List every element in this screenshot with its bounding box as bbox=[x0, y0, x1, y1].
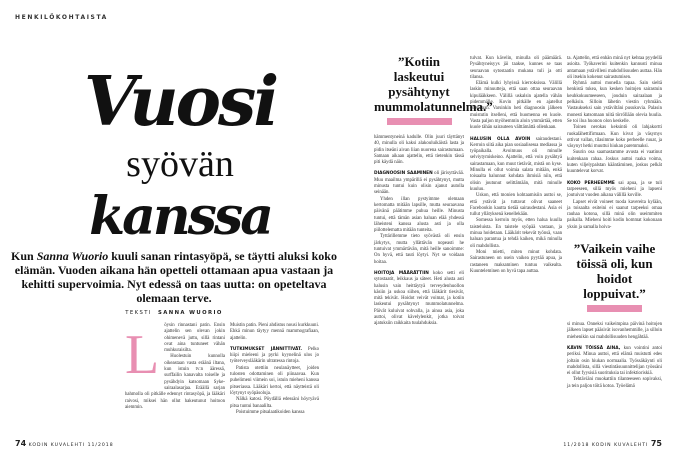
paragraph-text: Muistin patin. Pieni ahdistus nousi kurkkuuni. Ehkä minun täytyy mennä mammografiaan, ajattelin. bbox=[230, 323, 319, 341]
right-page-column-3-continued bbox=[567, 322, 662, 390]
paragraph-text: tulvat. Kun kävelin, minulla oli päämäärä. Pysähtyneisyys jäi taakse, kunnes se taas seuraavan sytostaatin mukana tuli ja otti tilansa. bbox=[470, 56, 562, 80]
footer-publication: KODIN KUVALEHTI bbox=[591, 443, 649, 448]
paragraph-text: Uskon, että monien kohtaamisiin auttoi se, että ystävät ja tuttavat olivat saaneet Facebookin kautta tietää sairaudestani. Asia ei tullut yllätyksenä kenellekään. bbox=[470, 193, 562, 218]
paragraph-text: Nälkä katosi. Pöydällä edessäni höyryävä pitsa tuntui banaalilta. bbox=[230, 397, 319, 409]
footer-publication: KODIN KUVALEHTI bbox=[28, 443, 86, 448]
body-paragraph bbox=[374, 234, 464, 265]
page-number: 75 bbox=[650, 439, 662, 448]
paragraph-lead-in: KOKO PERHEEMME bbox=[567, 180, 615, 186]
section-label: HENKILÖKOHTAISTA bbox=[15, 14, 108, 21]
paragraph-text: Huolestuin kunnolla oikeastaan vasta eräänä iltana, kun istuin tv:n ääressä, surffailin kanavalta toiselle ja pysähdyin katsomaan Syke-sairaalasarjaa. Eräällä sarjan hahmolla oli pitkälle edennyt rintasyöpä, ja lääkäri raivosi, miksei hän ollut hakeutunut hoitoon aiemmin. bbox=[125, 354, 225, 410]
body-paragraph bbox=[470, 56, 562, 81]
body-paragraph bbox=[470, 218, 562, 249]
right-page-column-3 bbox=[567, 56, 662, 231]
body-paragraph bbox=[470, 250, 562, 275]
headline-line-3: kanssa bbox=[89, 186, 271, 247]
headline bbox=[0, 62, 360, 247]
paragraph-text: Ryhmä auttoi monella tapaa. Sain sieltä henkistä tukea, kun kesken hoitojen sairastuin keuhkokuumeeseen, jouduin sairaalaan ja pelkäsin. Silloin lähetin viestin ryhmään. Vastaukseksi sain ystäviltäni pusukuvia. Palasin monesti katsomaan niitä törröllään olevia huulia. Se toi iloa huonon olon keskelle. bbox=[567, 81, 662, 124]
pull-quote-1: ”Kotiin laskeutui pysähtynyt mummolatunnelma.” bbox=[374, 54, 493, 114]
body-paragraph bbox=[230, 366, 319, 397]
body-paragraph bbox=[567, 56, 662, 81]
body-paragraph bbox=[230, 410, 319, 416]
body-paragraph bbox=[567, 150, 662, 175]
body-paragraph bbox=[567, 346, 662, 377]
left-page-columns bbox=[125, 323, 348, 416]
right-page-column-3-flow bbox=[567, 56, 662, 390]
paragraph-text: sairaudestani. Kerroin siitä aika pian sosiaalisessa mediassa ja työpaikalla. Avoimuus oli minulle selviytymiskeino. Ajattelin, että voin pysähtyä sairastamaan, kun muut tietävät, mistä on kyse. Minulla ei ollut voimia salata mitään, enkä toisaalta halunnut kohdata ihmisiä niin, että olisin joutunut selittämään, mitä minulle kuuluu. bbox=[470, 136, 562, 192]
paragraph-text: Moni mietti, miten minut kohdata. Sairastuneen on usein vaikea pyytää apua, ja rastaneen maksaminen tuntuu vaikealta. Kuunteleminen on hyvä tapa auttaa. bbox=[470, 249, 562, 274]
headline-line-2: syövän bbox=[126, 143, 234, 185]
pull-quote-2-accent-bar bbox=[587, 305, 642, 312]
footer-right bbox=[563, 439, 662, 451]
paragraph-text: Suurin osa saamastamme avusta ei vaatinut kuitenkaan rahaa. Joskus auttoi raaka voima, kuten viljelypalstan kääntäminen, joskus pelkät kuuntelevat korvat. bbox=[567, 150, 662, 175]
body-paragraph bbox=[374, 135, 464, 166]
paragraph-text: hämmentyneinä kadulle. Olin juuri täyttänyt 40, minulla oli kaksi alakouluikäistä lasta ja pidin itseäni aivan liian nuorena sairastumaan. Samaan aikaan ajattelin, että tietenkin tässä piti käydä näin. bbox=[374, 135, 464, 166]
left-page-content bbox=[0, 249, 348, 416]
drop-cap: L bbox=[125, 324, 160, 386]
body-paragraph bbox=[374, 271, 464, 328]
paragraph-text: öysin rinnastani patin. Ensin ajattelin sen olevan jokin ohimenevä juttu, sillä rintani ovat aina tuntuneet vähän muhkuraisilta. bbox=[164, 323, 225, 354]
body-paragraph bbox=[567, 322, 662, 341]
paragraph-lead-in: HOITOJA MÄÄRÄTTIIN bbox=[374, 270, 429, 276]
body-paragraph bbox=[230, 323, 319, 342]
pull-quote-1-accent-bar bbox=[387, 118, 452, 125]
paragraph-lead-in: HALUSIN OLLA AVOIN bbox=[470, 136, 531, 142]
right-page-column-1-flow bbox=[374, 54, 493, 328]
left-page-column-2 bbox=[230, 323, 319, 416]
right-page-column-1 bbox=[374, 135, 464, 328]
body-paragraph bbox=[230, 347, 319, 366]
page-number: 74 bbox=[15, 439, 27, 448]
lead-text: Kun bbox=[11, 249, 37, 263]
paragraph-text: Yhden illan pystyimme olemaan kertomatta mitään lapsille, mutta seuraavana päivänä päätimme puhua heille. Minusta tuntui, että tämän asian haluan elää yhdessä läheisteni kanssa alusta asti ja olla piilottelematta mitään tunteita. bbox=[374, 196, 464, 234]
footer-issue: 11/2018 bbox=[563, 443, 590, 448]
lead-person-name: Sanna Wuorio bbox=[36, 249, 109, 263]
paragraph-lead-in: DIAGNOOSIN SAAMINEN bbox=[374, 171, 433, 177]
paragraph-text: Somessa kerroin myös, etten halua kuulla taisteluista. En taistele syöpää vastaan, ja minua hoidetaan. Lääkärit tekevät työnsä, vaan haluan parantua ja tehdä kaiken, mikä minulla oli mahdollista. bbox=[470, 218, 562, 249]
body-paragraph bbox=[374, 171, 464, 196]
paragraph-text: Toinen nerokas keksintö oli lahjakortti ruokalähettifirmaan. Kun kivut ja väsymys ottivat vallan, tilasimme koko perheelle ruuat, ja väsynyt hetki muuttui hiukan paremmaksi. bbox=[567, 125, 662, 150]
paragraph-lead-in: KÄVIN TÖISSÄ AINA, bbox=[567, 345, 621, 351]
lead-text: kuuli sanan rintasyöpä, se täytti aluksi koko elämän. Vuoden aikana hän opetteli ottamaan apua vastaan ja kehitti supervoimia. Nyt edessä on taas uutta: on opeteltava olemaan terve. bbox=[14, 249, 337, 305]
paragraph-text: Poistuimme pitsalaatikoiden kanssa bbox=[236, 409, 305, 415]
byline-author: SANNA WUORIO bbox=[158, 310, 223, 316]
body-paragraph bbox=[230, 397, 319, 410]
body-paragraph bbox=[470, 193, 562, 218]
paragraph-text: Elämä kulki lyhyissä kierroksissa. Välillä laskin minuutteja, että saan ottaa seuraavan kipulääkkeen. Välillä uskalsin ajatella vähän pidemmälle. Kovin pitkälle en ajatellut ollenkaan. Varsinkin heti diagnoosin jälkeen muistutin itselleni, että huomenna en kuole. Vasta paljon myöhemmin aloin ymmärtää, etten kuole tähän sairauteen välttämättä ollenkaan. bbox=[470, 81, 562, 131]
body-paragraph bbox=[470, 81, 562, 131]
byline bbox=[0, 310, 348, 317]
pull-quote-2: ”Vaikein vaihe töissä oli, kun hoidot loppuivat.” bbox=[573, 241, 656, 302]
body-paragraph bbox=[567, 377, 662, 390]
body-paragraph bbox=[567, 200, 662, 231]
paragraph-text: Tehtäviäni muokattiin tilanteeseen sopivaksi, ja tein paljon töitä kotoa. Työelämä bbox=[567, 377, 662, 389]
paragraph-text: Pelko hiipi mieleeni ja pyrki kyynelinä ulos jo työterveyslääkärin ultratessa rintoja. bbox=[230, 346, 319, 365]
paragraph-lead-in: TUTKIMUKSET JÄNNITTIVÄT. bbox=[230, 346, 302, 352]
byline-label: TEKSTI bbox=[125, 310, 152, 316]
body-paragraph bbox=[374, 197, 464, 235]
body-paragraph bbox=[567, 125, 662, 150]
footer-left bbox=[15, 439, 114, 451]
paragraph-text: ta. Ajattelin, että enhän minä nyt kehtaa pyydellä asioita. Työkaverini kuitenkin kannusti minua antamaan ystävilleni mahdollisuuden auttaa. Hän oli itsekin kokenut sairastumisen. bbox=[567, 56, 662, 80]
headline-line-1: Vuosi bbox=[83, 62, 277, 142]
paragraph-text: Lapset eivät voineet tuoda kavereita kylään, ja toisaalta esiteini ei saanut tarpeeksi omaa rauhaa kotona, sillä minä olin useimmiten paikalla. Mieheni hoiti kodin hommat kokonaan yksin ja samalla hoiva- bbox=[567, 199, 662, 230]
paragraph-text: Patista otettiin neulanäytteet, joiden tulosten odottaminen oli piinaavaa. Kun puhelimeni viimein soi, istuin mieheni kanssa pitseriassa. Lääkäri kertoi, että näytteistä oli löytynyt syöpäsoluja. bbox=[230, 365, 319, 396]
paragraph-text: oli järisyttävää. Muu maailma ympärillä ei pysähtynyt, mutta minusta tuntui kuin olisin ajanut autolla seinään. bbox=[374, 171, 464, 196]
body-paragraph bbox=[470, 137, 562, 194]
paragraph-text: si minua. Onneksi vaikeimpina päivinä hoitojen jälkeen lapset pääsivät isovanhemmille, ja silloin miehenikin sai mahdollisuuden hengähtää. bbox=[567, 322, 662, 340]
paragraph-text: Tyttärillemme tieto syövästä oli ensin järkytys, mutta yllättävän nopeasti he tuntuivat ymmärtävän, mitä heille sanoimme: On hyvä, että tauti löytyi. Nyt se voidaan hoitaa. bbox=[374, 234, 464, 265]
paragraph-text: kun vointini antoi periksi. Minua auttoi, että elämä muistutti edes joltain osin hiukan normaalia. Työssäkäynti oli mahdollista, sillä viestintäsuunnittelijan työssäni ei ollut fyysisiä suorituksia tai infektioriskiä. bbox=[567, 345, 662, 377]
right-page-column-2 bbox=[470, 56, 562, 275]
footer-issue: 11/2018 bbox=[87, 443, 114, 448]
body-paragraph bbox=[567, 81, 662, 125]
left-page-column-1 bbox=[125, 323, 225, 416]
lead-paragraph bbox=[10, 249, 338, 305]
paragraph-text: koko setti eli sytostaatit, leikkaus ja säteet. Heti alusta asti halusin vain heittäytyä terveydenhuollon käsiin ja uskoa siihen, että lääkärit tiesivät, mitä tekivät. Hoidot veivät voimat, ja kotiin laskeutui pysähtynyt mummolatunnelma. Päivät kuluivat sohvalla, ja ainoa asia, joka auttoi, olivat kävelylenkit, jotka toivat ajatuksiin raikkaita tuulahduksia. bbox=[374, 270, 464, 327]
body-paragraph bbox=[567, 181, 662, 200]
paragraph-text: sai apua, ja se tuli tarpeeseen, sillä myös mieheni ja lapseni joutuivat vuoden aikana välillä koville. bbox=[567, 180, 662, 199]
